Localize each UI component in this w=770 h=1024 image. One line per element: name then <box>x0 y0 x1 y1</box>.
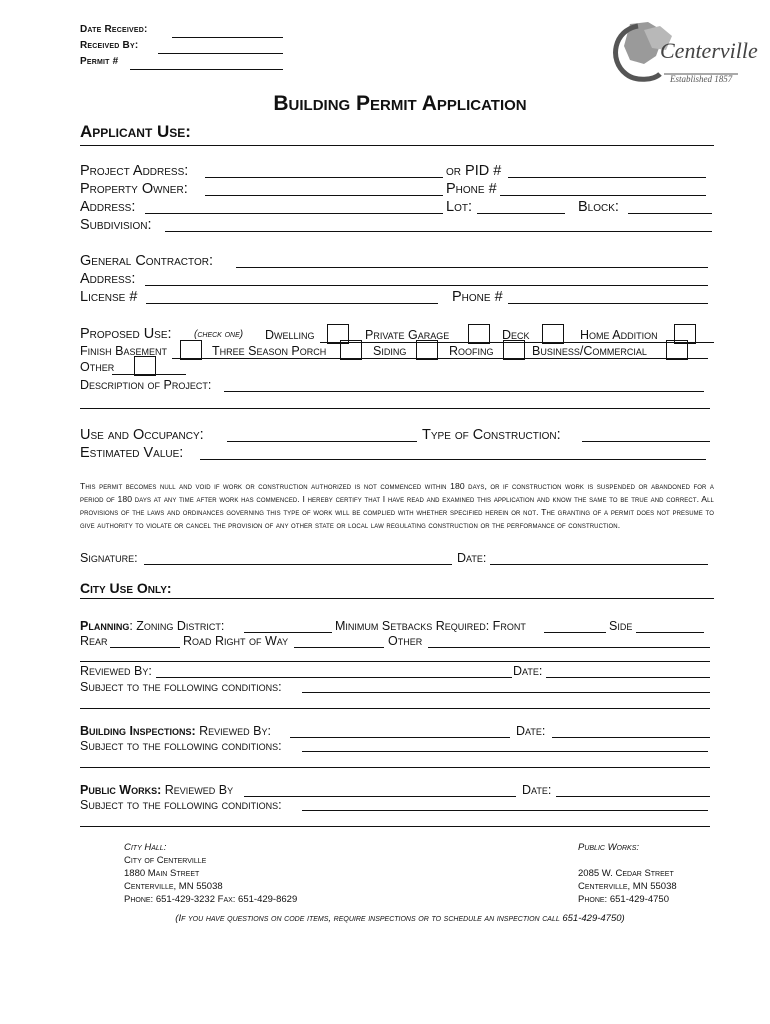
setbacks-rear-field[interactable] <box>110 647 180 648</box>
project-address-field[interactable] <box>205 177 443 178</box>
property-owner-label: Property Owner: <box>80 181 188 197</box>
owner-phone-field[interactable] <box>500 195 706 196</box>
check-one-note: (check one) <box>194 329 244 340</box>
planning-reviewed-by-field[interactable] <box>156 677 512 678</box>
option-business-commercial: Business/Commercial <box>532 344 647 358</box>
owner-phone-label: Phone # <box>446 181 497 197</box>
checkbox-roofing[interactable] <box>503 340 525 360</box>
estimated-value-label: Estimated Value: <box>80 445 184 461</box>
permit-number-label: Permit # <box>80 56 119 67</box>
public-works-line-1: 2085 W. Cedar Street <box>578 868 674 879</box>
signature-field[interactable] <box>144 564 452 565</box>
applicant-use-heading: Applicant Use: <box>80 122 191 141</box>
proposed-use-label: Proposed Use: <box>80 326 172 342</box>
planning-date-field[interactable] <box>546 677 710 678</box>
subdivision-field[interactable] <box>165 231 712 232</box>
public-works-footer-title: Public Works: <box>578 842 640 853</box>
public-works-line-3: Phone: 651-429-4750 <box>578 894 670 905</box>
public-works-conditions-line2[interactable] <box>80 826 710 827</box>
other-underline <box>112 374 186 375</box>
type-construction-label: Type of Construction: <box>422 427 561 443</box>
building-conditions-line2[interactable] <box>80 767 710 768</box>
property-owner-field[interactable] <box>205 195 443 196</box>
public-works-date-label: Date: <box>522 783 552 797</box>
public-works-reviewed-by-label: Reviewed By <box>164 783 234 797</box>
city-use-heading: City Use Only: <box>80 580 172 596</box>
city-hall-line-2: 1880 Main Street <box>124 868 200 879</box>
option-private-garage: Private Garage <box>365 328 450 342</box>
planning-other-field[interactable] <box>428 647 710 648</box>
description-field-line2[interactable] <box>80 408 710 409</box>
city-hall-line-3: Centerville, MN 55038 <box>124 881 223 892</box>
building-reviewed-by-field[interactable] <box>290 737 510 738</box>
contractor-phone-label: Phone # <box>452 289 503 305</box>
city-hall-line-4: Phone: 651-429-3232 Fax: 651-429-8629 <box>124 894 298 905</box>
license-field[interactable] <box>146 303 438 304</box>
checkbox-deck[interactable] <box>542 324 564 344</box>
subdivision-label: Subdivision: <box>80 217 152 233</box>
zoning-district-label: : Zoning District: <box>129 619 225 633</box>
planning-conditions-label: Subject to the following conditions: <box>80 680 282 694</box>
date-received-label: Date Received: <box>80 24 148 35</box>
setbacks-side-field[interactable] <box>636 632 704 633</box>
building-conditions-label: Subject to the following conditions: <box>80 739 282 753</box>
public-works-date-field[interactable] <box>556 796 710 797</box>
public-works-conditions-field[interactable] <box>302 810 708 811</box>
planning-row <box>80 619 224 633</box>
option-home-addition: Home Addition <box>580 328 658 342</box>
checkbox-finish-basement[interactable] <box>180 340 202 360</box>
zoning-district-field[interactable] <box>244 632 332 633</box>
checkbox-private-garage[interactable] <box>468 324 490 344</box>
option-deck: Deck <box>502 328 530 342</box>
block-field[interactable] <box>628 213 712 214</box>
lot-label: Lot: <box>446 199 472 215</box>
building-conditions-field[interactable] <box>302 751 708 752</box>
option-siding: Siding <box>373 344 407 358</box>
use-occupancy-label: Use and Occupancy: <box>80 427 204 443</box>
building-reviewed-by-label: Reviewed By: <box>199 724 271 738</box>
road-row-field[interactable] <box>294 647 384 648</box>
estimated-value-field[interactable] <box>200 459 706 460</box>
owner-address-field[interactable] <box>145 213 443 214</box>
contractor-phone-field[interactable] <box>508 303 708 304</box>
page-title: Building Permit Application <box>273 92 527 115</box>
description-field[interactable] <box>224 391 704 392</box>
pid-label: or PID # <box>446 163 502 179</box>
planning-conditions-field[interactable] <box>302 692 710 693</box>
city-use-divider <box>80 598 714 599</box>
option-roofing: Roofing <box>449 344 494 358</box>
planning-extra-line[interactable] <box>80 661 710 662</box>
legal-notice: This permit becomes null and void if work or construction authorized is not commenced within 180 days, or if construction work is suspended or abandoned for a period of 180 days at any time after work has commenced. I hereby certify that I have read and examined this application and know the same to be true and correct. All provisions of the laws and ordinances governing this type of work will be complied with whether specified herein or not. The granting of a permit does not presume to give authority to violate or cancel the provision of any other state or local law regulating construction or the performance of construction. <box>80 481 714 530</box>
city-hall-title: City Hall: <box>124 842 167 853</box>
setbacks-side-label: Side <box>609 619 633 633</box>
license-label: License # <box>80 289 138 305</box>
planning-other-label: Other <box>388 634 423 648</box>
applicant-divider <box>80 145 714 146</box>
block-label: Block: <box>578 199 619 215</box>
signature-date-label: Date: <box>457 551 487 565</box>
building-date-label: Date: <box>516 724 546 738</box>
type-construction-field[interactable] <box>582 441 710 442</box>
option-three-season-porch: Three Season Porch <box>212 344 327 358</box>
checkbox-business-commercial[interactable] <box>666 340 688 360</box>
setbacks-front-field[interactable] <box>544 632 606 633</box>
planning-date-label: Date: <box>513 664 543 678</box>
setbacks-rear-label: Rear <box>80 634 108 648</box>
checkbox-other[interactable] <box>134 356 156 376</box>
contractor-address-field[interactable] <box>145 285 708 286</box>
date-received-line[interactable] <box>172 37 283 38</box>
inspection-note: (If you have questions on code items, require inspections or to schedule an inspection call 651-429-4750) <box>175 913 625 924</box>
description-label: Description of Project: <box>80 378 212 392</box>
signature-label: Signature: <box>80 551 138 565</box>
public-works-reviewed-by-field[interactable] <box>244 796 516 797</box>
building-date-field[interactable] <box>552 737 710 738</box>
contractor-address-label: Address: <box>80 271 136 287</box>
planning-label: Planning <box>80 619 130 633</box>
permit-number-line[interactable] <box>130 69 283 70</box>
public-works-conditions-label: Subject to the following conditions: <box>80 798 282 812</box>
planning-reviewed-by-label: Reviewed By: <box>80 664 152 678</box>
project-address-label: Project Address: <box>80 163 189 179</box>
signature-date-field[interactable] <box>490 564 708 565</box>
public-works-line-2: Centerville, MN 55038 <box>578 881 677 892</box>
checkbox-three-season-porch[interactable] <box>340 340 362 360</box>
received-by-line[interactable] <box>158 53 283 54</box>
use-occupancy-field[interactable] <box>227 441 417 442</box>
road-row-label: Road Right of Way <box>183 634 289 648</box>
building-row <box>80 724 271 738</box>
building-inspections-label: Building Inspections: <box>80 724 196 738</box>
option-dwelling: Dwelling <box>265 328 315 342</box>
public-works-row <box>80 783 233 797</box>
received-by-label: Received By: <box>80 40 139 51</box>
setbacks-front-label: Minimum Setbacks Required: Front <box>335 619 526 633</box>
logo-name: Centerville <box>660 38 758 63</box>
option-finish-basement: Finish Basement <box>80 344 167 358</box>
pid-field[interactable] <box>508 177 706 178</box>
option-other: Other <box>80 360 115 374</box>
planning-conditions-line2[interactable] <box>80 708 710 709</box>
checkbox-siding[interactable] <box>416 340 438 360</box>
city-hall-line-1: City of Centerville <box>124 855 207 866</box>
public-works-label: Public Works: <box>80 783 162 797</box>
logo-established: Established 1857 <box>670 74 733 84</box>
proposed-use-row2-underline <box>172 358 708 359</box>
general-contractor-label: General Contractor: <box>80 253 213 269</box>
lot-field[interactable] <box>477 213 565 214</box>
owner-address-label: Address: <box>80 199 136 215</box>
general-contractor-field[interactable] <box>236 267 708 268</box>
centerville-logo <box>600 16 758 88</box>
